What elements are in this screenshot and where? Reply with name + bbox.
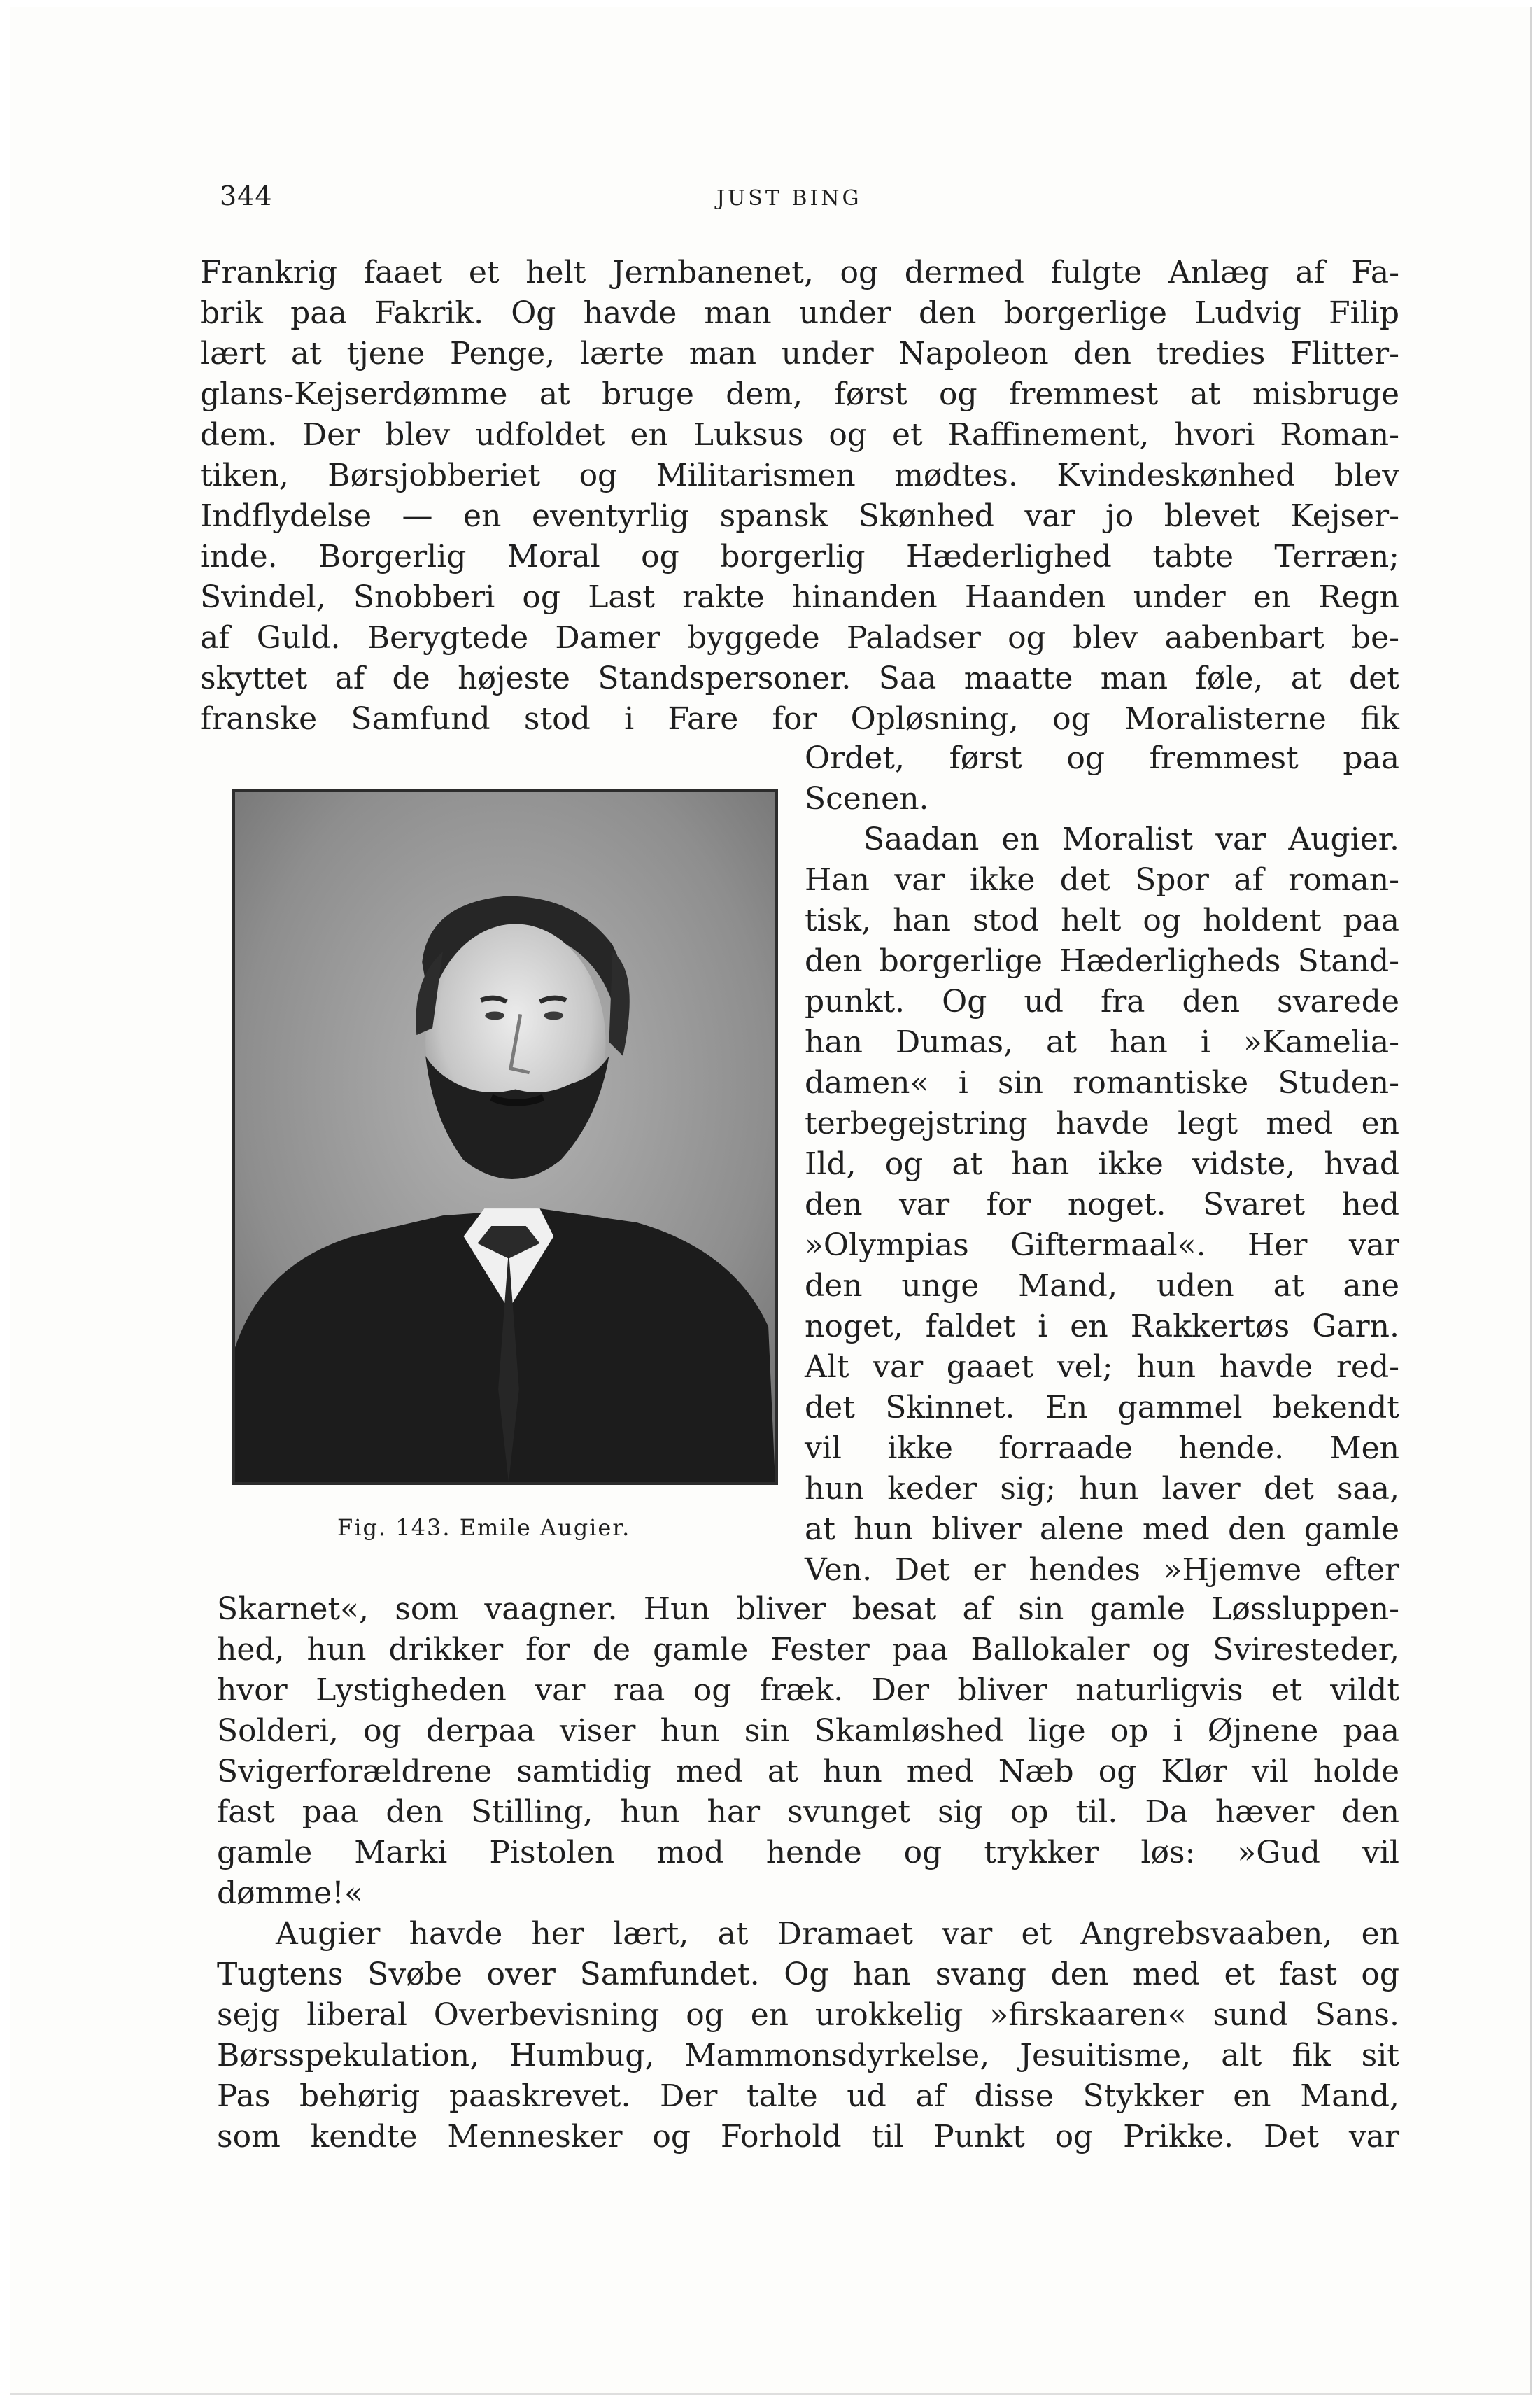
text-line: Pas behørig paaskrevet. Der talte ud af disse Stykker en Mand, (217, 2078, 1399, 2114)
text-line: sejg liberal Overbevisning og en urokkelig »firskaaren« sund Sans. (217, 1997, 1399, 2033)
text-line: Alt var gaaet vel; hun havde red- (805, 1349, 1399, 1385)
book-page (10, 7, 1532, 2395)
text-line: gamle Marki Pistolen mod hende og trykker løs: »Gud vil (217, 1835, 1399, 1870)
portrait-image (235, 792, 775, 1482)
text-line: vil ikke forraade hende. Men (805, 1430, 1399, 1466)
text-line: hun keder sig; hun laver det saa, (805, 1471, 1399, 1507)
text-line: lært at tjene Penge, lærte man under Napoleon den tredies Flitter- (200, 336, 1399, 372)
text-line: Indflydelse — en eventyrlig spansk Skønhed var jo blevet Kejser- (200, 498, 1399, 534)
figure-caption: Fig. 143. Emile Augier. (337, 1514, 631, 1541)
text-line: glans-Kejserdømme at bruge dem, først og fremmest at misbruge (200, 376, 1399, 412)
page-number: 344 (220, 181, 273, 211)
running-head: JUST BING (716, 186, 862, 211)
text-line: den var for noget. Svaret hed (805, 1187, 1399, 1222)
text-line: punkt. Og ud fra den svarede (805, 984, 1399, 1020)
text-line: af Guld. Berygtede Damer byggede Paladser og blev aabenbart be- (200, 620, 1399, 656)
text-line: damen« i sin romantiske Studen- (805, 1065, 1399, 1101)
text-line: Ven. Det er hendes »Hjemve efter (805, 1552, 1399, 1588)
text-line: som kendte Mennesker og Forhold til Punkt og Prikke. Det var (217, 2119, 1399, 2155)
text-line: han Dumas, at han i »Kamelia- (805, 1024, 1399, 1060)
text-line: Scenen. (805, 781, 929, 817)
page-header (10, 181, 1530, 223)
text-line: hvor Lystigheden var raa og fræk. Der bliver naturligvis et vildt (217, 1672, 1399, 1708)
text-line: »Olympias Giftermaal«. Her var (805, 1227, 1399, 1263)
text-line: at hun bliver alene med den gamle (805, 1511, 1399, 1547)
text-line: fast paa den Stilling, hun har svunget sig op til. Da hæver den (217, 1794, 1399, 1830)
text-line: skyttet af de højeste Standspersoner. Saa maatte man føle, at det (200, 661, 1399, 696)
text-line: den borgerlige Hæderligheds Stand- (805, 943, 1399, 979)
text-line: Solderi, og derpaa viser hun sin Skamløshed lige op i Øjnene paa (217, 1713, 1399, 1749)
text-line: Ordet, først og fremmest paa (805, 740, 1399, 776)
text-line: Tugtens Svøbe over Samfundet. Og han svang den med et fast og (217, 1957, 1399, 1992)
text-line: det Skinnet. En gammel bekendt (805, 1390, 1399, 1425)
text-line: Skarnet«, som vaagner. Hun bliver besat af sin gamle Løssluppen- (217, 1591, 1399, 1627)
text-line: Svindel, Snobberi og Last rakte hinanden Haanden under en Regn (200, 579, 1399, 615)
text-line: brik paa Fakrik. Og havde man under den borgerlige Ludvig Filip (200, 295, 1399, 331)
text-line: Frankrig faaet et helt Jernbanenet, og dermed fulgte Anlæg af Fa- (200, 255, 1399, 290)
text-line: Saadan en Moralist var Augier. (863, 822, 1399, 857)
portrait-photo (232, 789, 778, 1485)
text-line: Augier havde her lært, at Dramaet var et Angrebsvaaben, en (276, 1916, 1399, 1952)
text-line: dømme!« (217, 1875, 363, 1911)
text-line: franske Samfund stod i Fare for Opløsning, og Moralisterne fik (200, 701, 1399, 737)
text-line: noget, faldet i en Rakkertøs Garn. (805, 1309, 1399, 1344)
text-line: Ild, og at han ikke vidste, hvad (805, 1146, 1399, 1182)
text-line: tiken, Børsjobberiet og Militarismen mødtes. Kvindeskønhed blev (200, 458, 1399, 493)
text-line: Han var ikke det Spor af roman- (805, 862, 1399, 898)
text-line: Svigerforældrene samtidig med at hun med Næb og Klør vil holde (217, 1754, 1399, 1789)
text-line: dem. Der blev udfoldet en Luksus og et Raffinement, hvori Roman- (200, 417, 1399, 453)
text-line: Børsspekulation, Humbug, Mammonsdyrkelse, Jesuitisme, alt fik sit (217, 2038, 1399, 2073)
text-line: terbegejstring havde legt med en (805, 1106, 1399, 1141)
text-line: tisk, han stod helt og holdent paa (805, 903, 1399, 938)
text-line: inde. Borgerlig Moral og borgerlig Hæderlighed tabte Terræn; (200, 539, 1399, 575)
text-line: hed, hun drikker for de gamle Fester paa Ballokaler og Sviresteder, (217, 1632, 1399, 1668)
text-line: den unge Mand, uden at ane (805, 1268, 1399, 1304)
